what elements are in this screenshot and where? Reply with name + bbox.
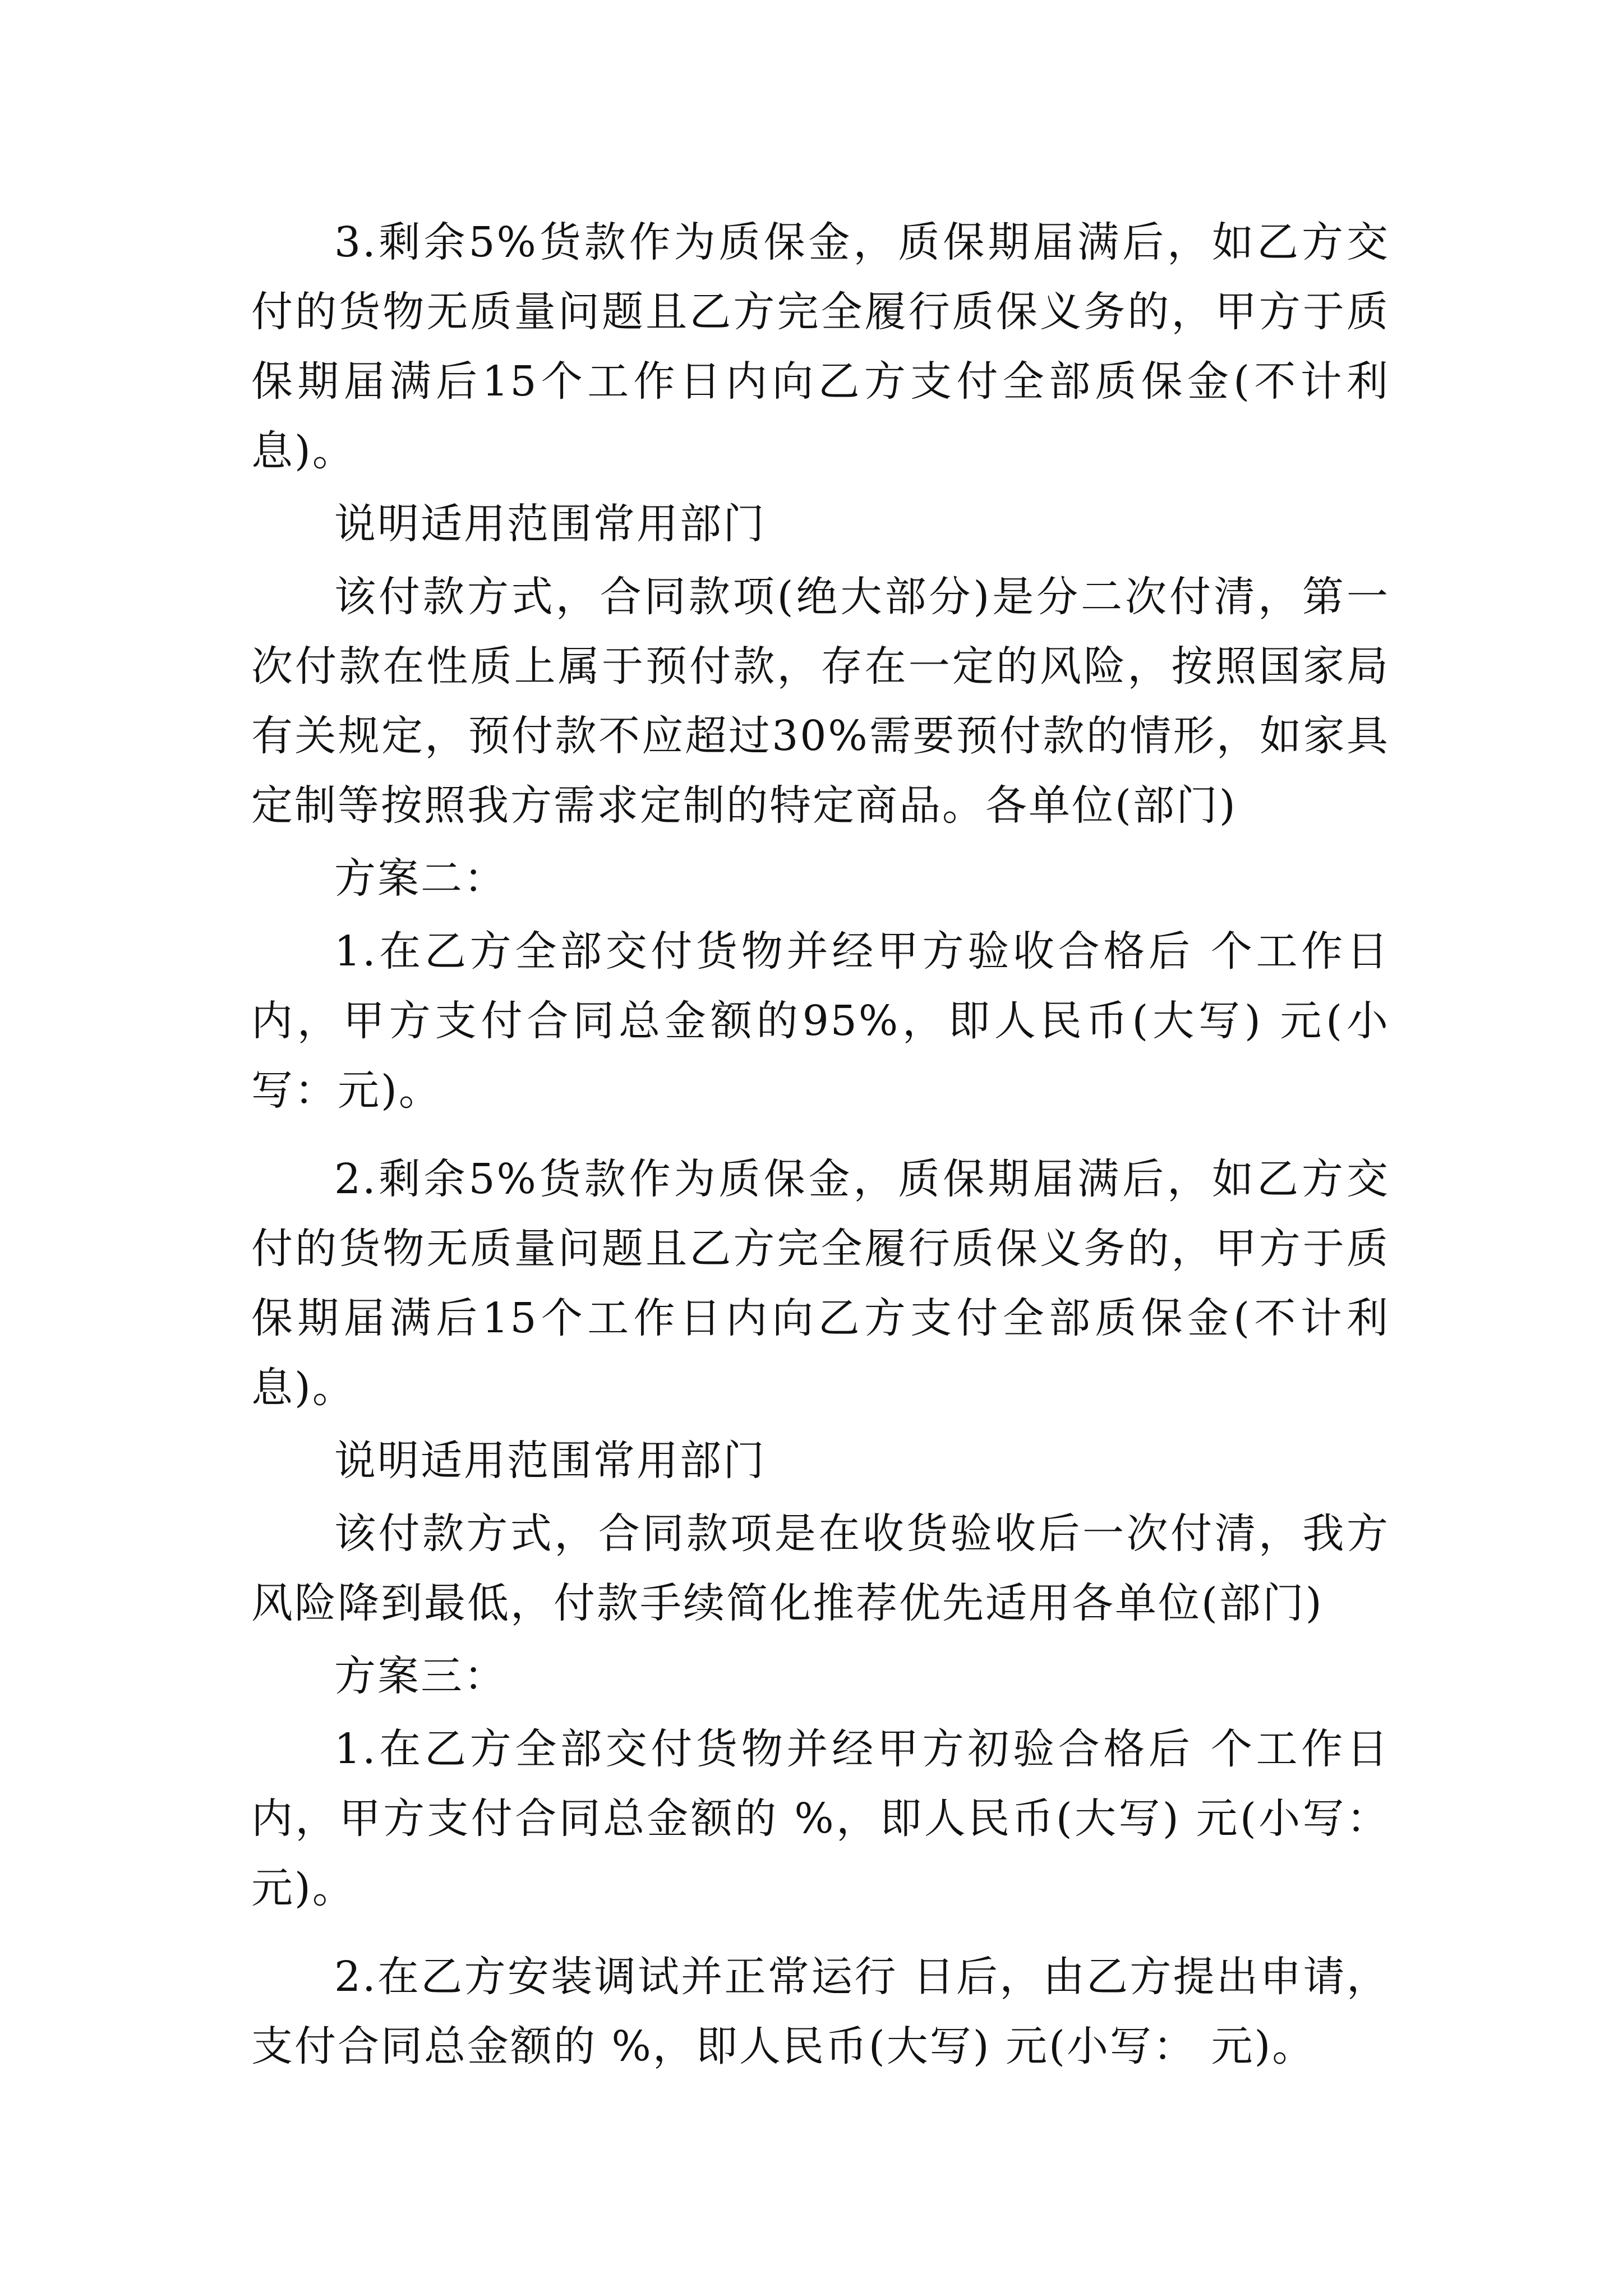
plan-two-heading: 方案二： [334, 854, 507, 903]
clause-3-retention: 3.剩余5%货款作为质保金，质保期届满后，如乙方交付的货物无质量问题且乙方完全履行质保义务的，甲方于质保期届满后15个工作日内向乙方支付全部质保金(不计利息)。 [251, 218, 1390, 475]
scope-note-2: 说明适用范围常用部门 [334, 1437, 766, 1485]
scope-note-1: 说明适用范围常用部门 [334, 500, 766, 548]
plan-three-heading: 方案三： [334, 1652, 507, 1700]
plan-two-clause-2: 2.剩余5%货款作为质保金，质保期届满后，如乙方交付的货物无质量问题且乙方完全履行质保义务的，甲方于质保期届满后15个工作日内向乙方支付全部质保金(不计利息)。 [251, 1155, 1390, 1412]
plan-two-clause-1: 1.在乙方全部交付货物并经甲方验收合格后 个工作日内，甲方支付合同总金额的95%，即人民币(大写) 元(小写：元)。 [251, 927, 1390, 1115]
document-body [251, 208, 1390, 2081]
explanation-2: 该付款方式，合同款项是在收货验收后一次付清，我方风险降到最低，付款手续简化推荐优先适用各单位(部门) [251, 1510, 1390, 1627]
plan-three-clause-1: 1.在乙方全部交付货物并经甲方初验合格后 个工作日内，甲方支付合同总金额的 %，即人民币(大写) 元(小写：元)。 [251, 1725, 1390, 1912]
explanation-1: 该付款方式，合同款项(绝大部分)是分二次付清，第一次付款在性质上属于预付款，存在一定的风险，按照国家局有关规定，预付款不应超过30%需要预付款的情形，如家具定制等按照我方需求定制的特定商品。各单位(部门) [251, 573, 1390, 830]
plan-three-clause-2: 2.在乙方安装调试并正常运行 日后，由乙方提出申请，支付合同总金额的 %，即人民币(大写) 元(小写： 元)。 [251, 1953, 1390, 2070]
